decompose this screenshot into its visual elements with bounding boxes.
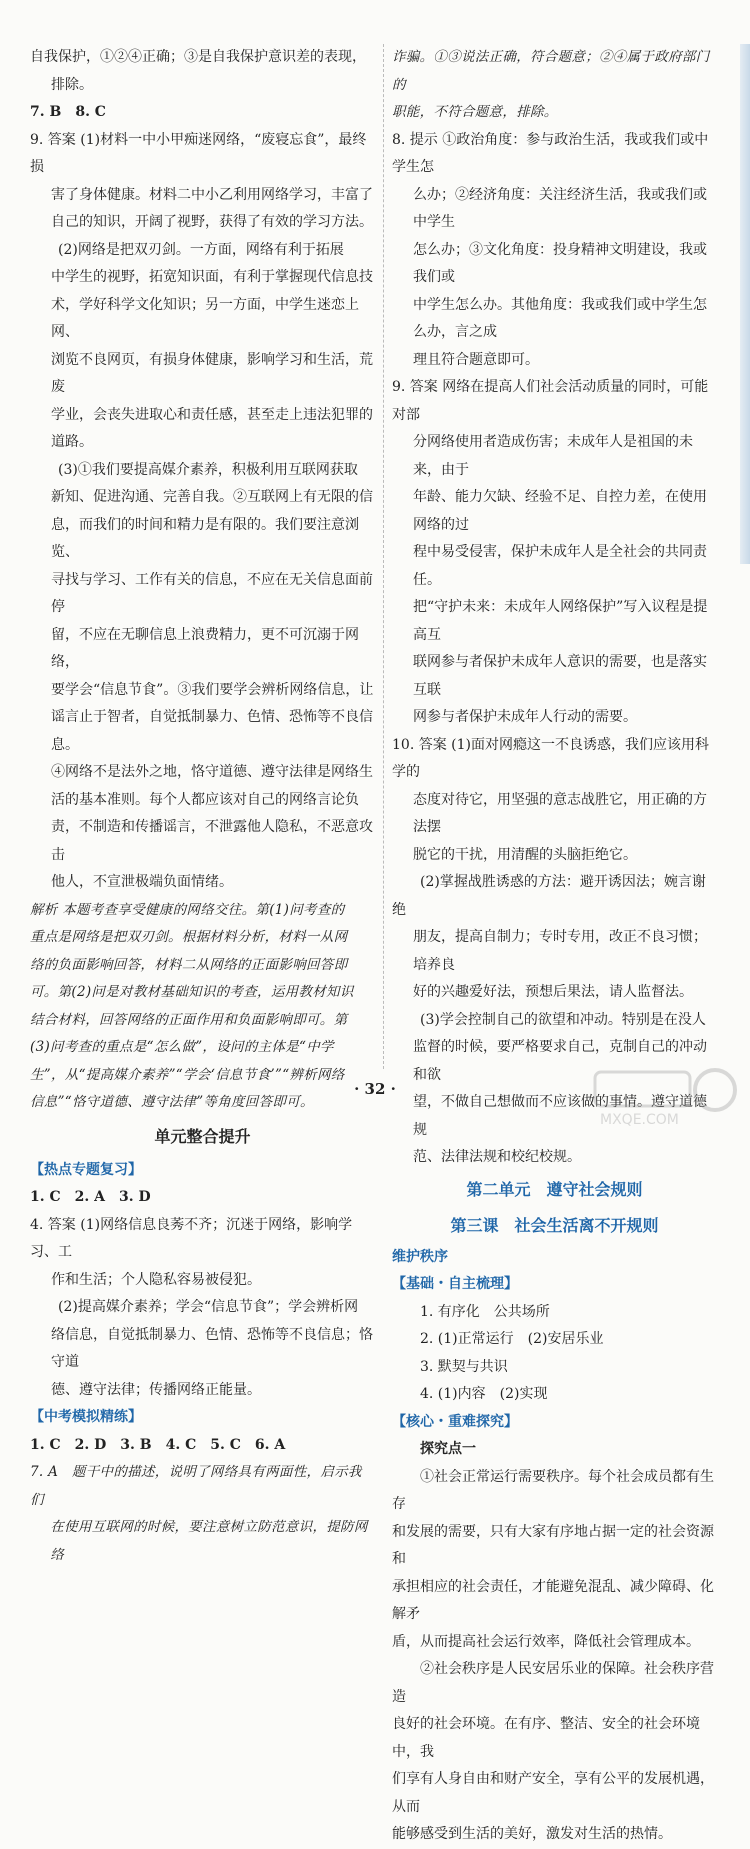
text-line: 害了身体健康。材料二中小乙利用网络学习，丰富了 xyxy=(51,186,373,203)
answer-line: 9. 答案 (1)材料一中小甲痴迷网络，“废寝忘食”，最终损 xyxy=(30,131,367,175)
answer-line: 9. 答案 网络在提高人们社会活动质量的同时，可能对部 xyxy=(392,379,709,423)
text-line: 程中易受侵害，保护未成年人是全社会的共同责任。 xyxy=(413,544,707,588)
explanation-line: 诈骗。①③说法正确，符合题意；②④属于政府部门的 xyxy=(392,49,710,93)
text-line: 年龄、能力欠缺、经验不足、自控力差，在使用网络的过 xyxy=(413,489,707,533)
text-line: 留，不应在无聊信息上浪费精力，更不可沉溺于网络， xyxy=(51,626,359,670)
answer-line: 3. 默契与共识 xyxy=(420,1358,508,1375)
explanation-line: 信息”“恪守道德、遵守法律”等角度回答即可。 xyxy=(30,1094,314,1110)
text-line: (2)提高媒介素养；学会“信息节食”；学会辨析网 xyxy=(58,1299,359,1315)
text-line: 理且符合题意即可。 xyxy=(413,351,539,368)
text-line: (3)学会控制自己的欲望和冲动。特别是在没人 xyxy=(420,1011,706,1028)
text-line: 自我保护，①②④正确；③是自我保护意识差的表现， xyxy=(30,49,366,65)
text-line: 网参与者保护未成年人行动的需要。 xyxy=(413,709,637,725)
text-line: ①社会正常运行需要秩序。每个社会成员都有生存 xyxy=(392,1468,714,1512)
text-line: 朋友，提高自制力；专时专用，改正不良习惯；培养良 xyxy=(413,929,707,973)
section-heading: 【热点专题复习】 xyxy=(30,1161,142,1178)
explanation-line: 在使用互联网的时候，要注意树立防范意识，提防网络 xyxy=(50,1519,368,1563)
answer-line: 4. 答案 (1)网络信息良莠不齐；沉迷于网络，影响学习、工 xyxy=(30,1216,353,1260)
text-line: (2)掌握战胜诱惑的方法：避开诱因法；婉言谢绝 xyxy=(392,874,706,918)
section-heading: 【基础・自主梳理】 xyxy=(392,1276,518,1292)
text-line: 自己的知识，开阔了视野，获得了有效的学习方法。 xyxy=(51,214,373,230)
text-line: 浏览不良网页，有损身体健康，影响学习和生活，荒废 xyxy=(51,351,373,395)
text-line: 学业，会丧失进取心和责任感，甚至走上违法犯罪的 xyxy=(51,406,373,423)
text-line: ②社会秩序是人民安居乐业的保障。社会秩序营造 xyxy=(392,1661,714,1705)
answer-line: 1. C 2. A 3. D xyxy=(30,1189,151,1205)
svg-text:MXQE.COM: MXQE.COM xyxy=(600,1112,679,1128)
section-title: 单元整合提升 xyxy=(154,1126,251,1146)
text-line: 能够感受到生活的美好，激发对生活的热情。 xyxy=(392,1826,672,1842)
text-line: 脱它的干扰，用清醒的头脑拒绝它。 xyxy=(413,846,637,863)
right-column xyxy=(392,44,717,1849)
text-line: 监督的时候，要严格要求自己，克制自己的冲动和欲 xyxy=(413,1039,707,1083)
explanation-line: 结合材料，回答网络的正面作用和负面影响即可。第 xyxy=(30,1011,348,1028)
explanation-line: 职能，不符合题意，排除。 xyxy=(392,104,558,120)
text-line: 把“守护未来：未成年人网络保护”写入议程是提高互 xyxy=(413,599,708,643)
answer-line: 1. C 2. D 3. B 4. C 5. C 6. A xyxy=(30,1436,286,1453)
unit-title: 第二单元 遵守社会规则 xyxy=(466,1179,643,1199)
lesson-title: 第三课 社会生活离不开规则 xyxy=(450,1215,659,1235)
explanation-line: 解析 本题考查享受健康的网络交往。第(1)问考查的 xyxy=(30,901,345,918)
text-line: 寻找与学习、工作有关的信息，不应在无关信息面前停 xyxy=(51,571,373,615)
text-line: 术，学好科学文化知识；另一方面，中学生迷恋上网、 xyxy=(51,296,359,340)
text-line: 德、遵守法律；传播网络正能量。 xyxy=(51,1381,261,1398)
text-line: 道路。 xyxy=(51,434,93,450)
column-divider xyxy=(383,44,384,1069)
section-heading: 【核心・重难探究】 xyxy=(392,1413,518,1430)
text-line: 作和生活；个人隐私容易被侵犯。 xyxy=(51,1271,261,1288)
text-line: 好的兴趣爱好法，预想后果法，请人监督法。 xyxy=(413,984,693,1000)
text-line: 息，而我们的时间和精力是有限的。我们要注意浏览、 xyxy=(51,516,359,560)
text-line: 盾，从而提高社会运行效率，降低社会管理成本。 xyxy=(392,1633,700,1650)
answer-line: 1. 有序化 公共场所 xyxy=(420,1303,550,1320)
text-line: 和发展的需要，只有大家有序地占据一定的社会资源和 xyxy=(392,1523,714,1567)
answer-line: 2. (1)正常运行 (2)安居乐业 xyxy=(420,1331,604,1347)
answer-line: 8. 提示 ①政治角度：参与政治生活，我或我们或中学生怎 xyxy=(392,131,709,175)
text-line: 望，不做自己想做而不应该做的事情。遵守道德规 xyxy=(413,1094,707,1138)
text-line: 活的基本准则。每个人都应该对自己的网络言论负 xyxy=(51,791,359,808)
text-line: (2)网络是把双刃剑。一方面，网络有利于拓展 xyxy=(58,241,344,258)
subsection-heading: 探究点一 xyxy=(420,1441,476,1457)
text-line: 中学生的视野，拓宽知识面，有利于掌握现代信息技 xyxy=(51,269,373,285)
explanation-line: 络的负面影响回答，材料二从网络的正面影响回答即 xyxy=(30,956,348,973)
text-line: 良好的社会环境。在有序、整洁、安全的社会环境中，我 xyxy=(392,1716,700,1760)
section-heading: 【中考模拟精练】 xyxy=(30,1409,142,1425)
answer-line: 7. A 题干中的描述，说明了网络具有两面性，启示我们 xyxy=(30,1464,362,1508)
page-number: · 32 · xyxy=(354,1080,396,1098)
text-line: 谣言止于智者，自觉抵制暴力、色情、恐怖等不良信息。 xyxy=(51,709,373,753)
text-line: 怎么办；③文化角度：投身精神文明建设，我或我们或 xyxy=(413,241,707,285)
text-line: 他人，不宣泄极端负面情绪。 xyxy=(51,874,233,890)
answer-line: 10. 答案 (1)面对网瘾这一不良诱惑，我们应该用科学的 xyxy=(392,736,709,780)
text-line: 联网参与者保护未成年人意识的需要，也是落实互联 xyxy=(413,654,707,698)
topic-heading: 维护秩序 xyxy=(392,1248,448,1265)
text-line: 中学生怎么办。其他角度：我或我们或中学生怎么办，言之成 xyxy=(413,296,707,340)
page-edge-bar xyxy=(740,44,750,564)
text-line: 范、法律法规和校纪校规。 xyxy=(413,1149,581,1165)
text-line: (3)①我们要提高媒介素养，积极利用互联网获取 xyxy=(58,461,358,478)
text-line: 态度对待它，用坚强的意志战胜它，用正确的方法摆 xyxy=(413,791,707,835)
explanation-line: 生”，从“提高媒介素养”“学会‘信息节食’”“辨析网络 xyxy=(30,1066,345,1083)
explanation-line: 重点是网络是把双刃剑。根据材料分析，材料一从网 xyxy=(30,929,348,945)
text-line: 责，不制造和传播谣言，不泄露他人隐私，不恶意攻击 xyxy=(51,819,373,863)
text-line: 络信息，自觉抵制暴力、色情、恐怖等不良信息；恪守道 xyxy=(51,1326,373,1370)
text-line: 排除。 xyxy=(51,76,93,93)
explanation-line: 可。第(2)问是对教材基础知识的考查，运用教材知识 xyxy=(30,984,354,1000)
text-line: 承担相应的社会责任，才能避免混乱、减少障碍、化解矛 xyxy=(392,1578,714,1622)
left-column xyxy=(30,44,375,1569)
text-line: 们享有人身自由和财产安全，享有公平的发展机遇，从而 xyxy=(392,1771,714,1815)
answer-line: 7. B 8. C xyxy=(30,104,106,120)
explanation-line: (3)问考查的重点是“怎么做”，设问的主体是“中学 xyxy=(30,1039,334,1055)
watermark-logo xyxy=(590,1060,740,1130)
answer-line: 4. (1)内容 (2)实现 xyxy=(420,1386,548,1402)
text-line: 分网络使用者造成伤害；未成年人是祖国的未来，由于 xyxy=(413,434,693,478)
text-line: ④网络不是法外之地，恪守道德、遵守法律是网络生 xyxy=(51,764,373,780)
text-line: 新知、促进沟通、完善自我。②互联网上有无限的信 xyxy=(51,489,373,505)
text-line: 么办；②经济角度：关注经济生活，我或我们或中学生 xyxy=(413,186,707,230)
text-line: 要学会“信息节食”。③我们要学会辨析网络信息，让 xyxy=(51,681,374,698)
